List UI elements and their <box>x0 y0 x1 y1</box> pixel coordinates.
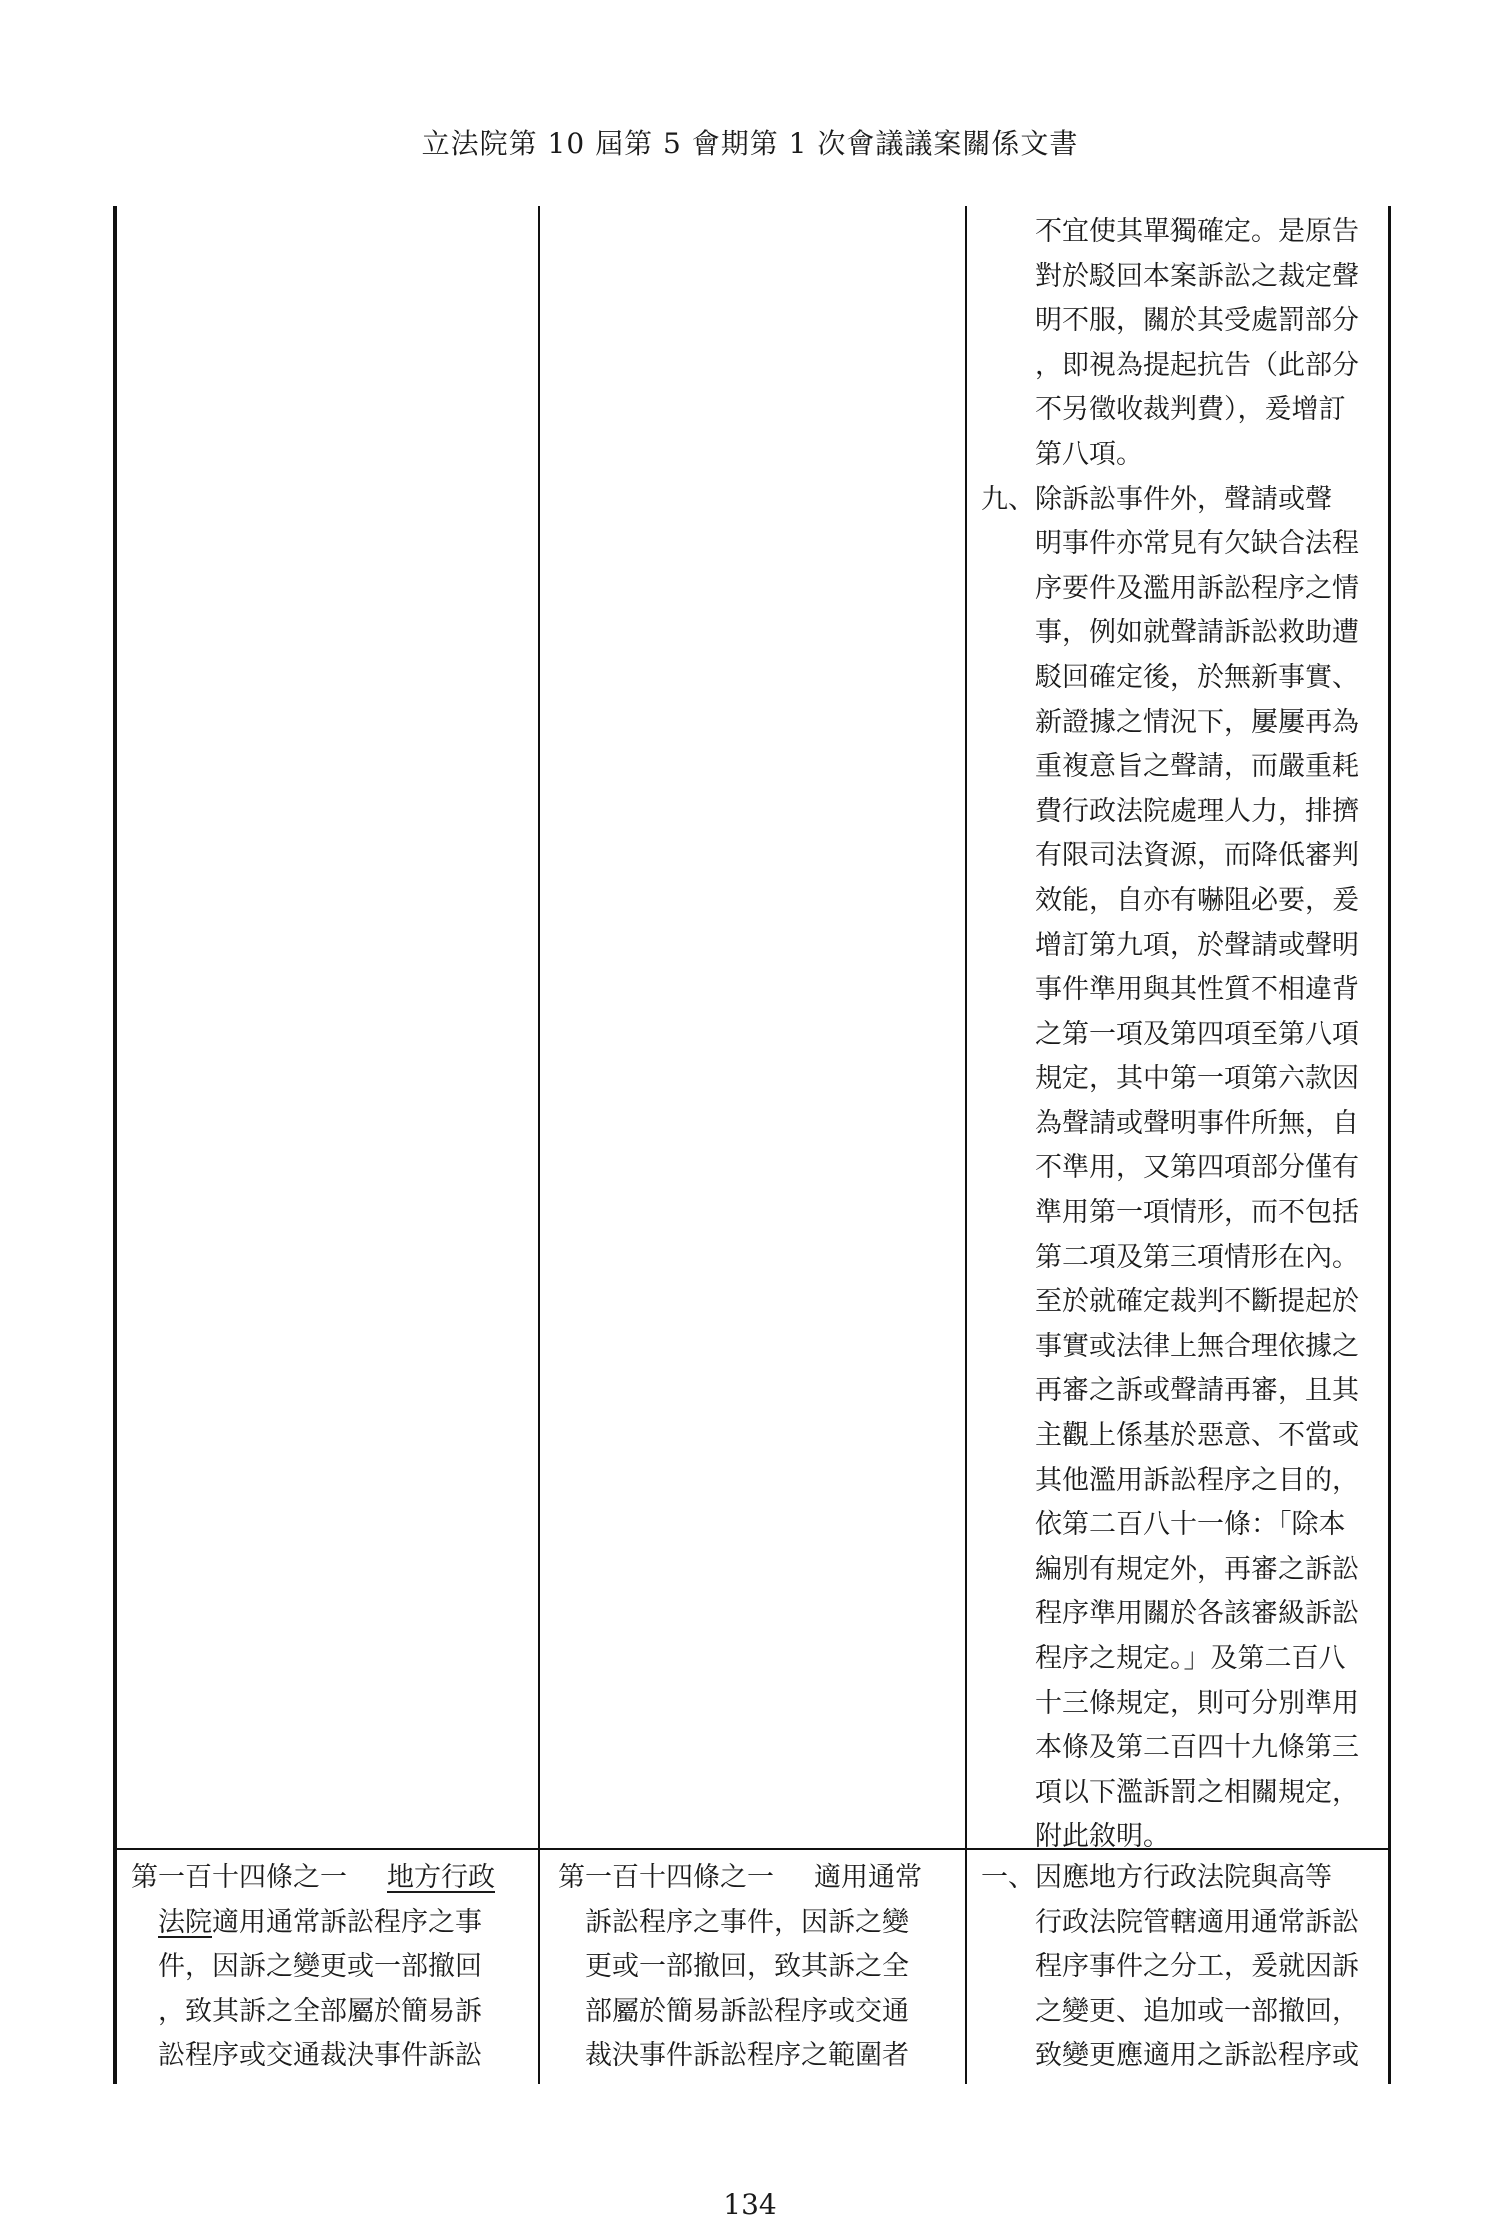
amended-article-line <box>131 1901 535 1946</box>
explanation-line: 明不服，關於其受處罰部分 <box>1035 305 1359 337</box>
explanation-line: 事件準用與其性質不相違背 <box>1035 974 1359 1006</box>
explanation-line: 第二項及第三項情形在內。 <box>1035 1241 1359 1273</box>
explanation-line: 事實或法律上無合理依據之 <box>1035 1330 1359 1362</box>
table-right-border <box>1388 206 1391 2084</box>
explanation-line: 本條及第二百四十九條第三 <box>1035 1732 1359 1764</box>
current-article-line: 訴訟程序之事件，因訴之變 <box>585 1906 909 1938</box>
explanation-line: 駁回確定後，於無新事實、 <box>1035 661 1359 693</box>
explanation-line: 行政法院管轄適用通常訴訟 <box>1035 1906 1359 1938</box>
current-article-cell <box>558 1856 962 2079</box>
current-article-text: 適用通常 <box>814 1862 922 1893</box>
explanation-line: 事，例如就聲請訴訟救助遭 <box>1035 617 1359 649</box>
column-divider-2 <box>965 206 967 2084</box>
explanation-line: 依第二百八十一條：「除本 <box>1035 1509 1346 1541</box>
explanation-line: 九、除訴訟事件外，聲請或聲 <box>981 483 1332 515</box>
explanation-line: 明事件亦常見有欠缺合法程 <box>1035 528 1359 560</box>
explanation-line: 增訂第九項，於聲請或聲明 <box>1035 929 1359 961</box>
current-article-heading <box>558 1856 962 1901</box>
explanation-line: 項以下濫訴罰之相關規定， <box>1035 1776 1359 1808</box>
amended-underlined-text: 法院 <box>158 1906 212 1938</box>
explanation-line: 費行政法院處理人力，排擠 <box>1035 795 1359 827</box>
explanation-line: 不宜使其單獨確定。是原告 <box>1035 216 1359 247</box>
explanation-line: 重複意旨之聲請，而嚴重耗 <box>1035 751 1359 783</box>
explanation-line: 為聲請或聲明事件所無，自 <box>1035 1107 1359 1139</box>
column-divider-1 <box>538 206 540 2084</box>
explanation-line: 程序之規定。」及第二百八 <box>1035 1643 1346 1674</box>
amended-article-number: 第一百十四條之一 <box>131 1862 347 1893</box>
amended-article-line: 件，因訴之變更或一部撤回 <box>158 1951 482 1983</box>
explanation-line: 有限司法資源，而降低審判 <box>1035 840 1359 872</box>
explanation-line: 效能，自亦有嚇阻必要，爰 <box>1035 884 1359 916</box>
explanation-line: 不另徵收裁判費），爰增訂 <box>1035 394 1346 426</box>
explanation-line: 十三條規定，則可分別準用 <box>1035 1687 1359 1719</box>
explanation-line: 其他濫用訴訟程序之目的， <box>1035 1464 1359 1496</box>
explanation-line: 規定，其中第一項第六款因 <box>1035 1063 1359 1095</box>
amended-article-line: ，致其訴之全部屬於簡易訴 <box>158 1995 482 2027</box>
explanation-line: ，即視為提起抗告（此部分 <box>1035 349 1359 381</box>
explanation-line: 程序事件之分工，爰就因訴 <box>1035 1951 1359 1983</box>
explanation-cell-continued <box>981 210 1385 1860</box>
explanation-line: 序要件及濫用訴訟程序之情 <box>1035 572 1359 604</box>
explanation-line: 主觀上係基於惡意、不當或 <box>1035 1420 1359 1452</box>
amended-article-line: 訟程序或交通裁決事件訴訟 <box>158 2040 482 2072</box>
comparison-table <box>113 206 1391 2084</box>
explanation-line: 致變更應適用之訴訟程序或 <box>1035 2040 1359 2072</box>
explanation-line: 不準用，又第四項部分僅有 <box>1035 1152 1359 1184</box>
explanation-line: 編別有規定外，再審之訴訟 <box>1035 1553 1359 1585</box>
explanation-line: 至於就確定裁判不斷提起於 <box>1035 1286 1359 1318</box>
page-number: 134 <box>723 2188 777 2221</box>
explanation-line: 再審之訴或聲請再審，且其 <box>1035 1375 1359 1407</box>
explanation-line: 對於駁回本案訴訟之裁定聲 <box>1035 260 1359 292</box>
amended-underlined-text: 地方行政 <box>387 1862 495 1893</box>
explanation-line: 一、因應地方行政法院與高等 <box>981 1862 1332 1893</box>
amended-article-text: 適用通常訴訟程序之事 <box>212 1906 482 1938</box>
explanation-line: 準用第一項情形，而不包括 <box>1035 1197 1359 1229</box>
amended-article-heading <box>131 1856 535 1901</box>
explanation-line: 之變更、追加或一部撤回， <box>1035 1995 1359 2027</box>
explanation-line: 程序準用關於各該審級訴訟 <box>1035 1598 1359 1630</box>
document-header: 立法院第 10 屆第 5 會期第 1 次會議議案關係文書 <box>421 127 1079 160</box>
explanation-line: 新證據之情況下，屢屢再為 <box>1035 706 1359 738</box>
amended-article-cell <box>131 1856 535 2079</box>
current-article-line: 裁決事件訴訟程序之範圍者 <box>585 2040 909 2072</box>
table-left-border <box>113 206 117 2084</box>
current-article-number: 第一百十四條之一 <box>558 1862 774 1893</box>
current-article-line: 部屬於簡易訴訟程序或交通 <box>585 1995 909 2027</box>
explanation-line: 第八項。 <box>1035 438 1143 470</box>
explanation-line: 附此敘明。 <box>1035 1821 1170 1853</box>
current-article-line: 更或一部撤回，致其訴之全 <box>585 1951 909 1983</box>
explanation-line: 之第一項及第四項至第八項 <box>1035 1018 1359 1050</box>
explanation-cell <box>981 1856 1385 2079</box>
